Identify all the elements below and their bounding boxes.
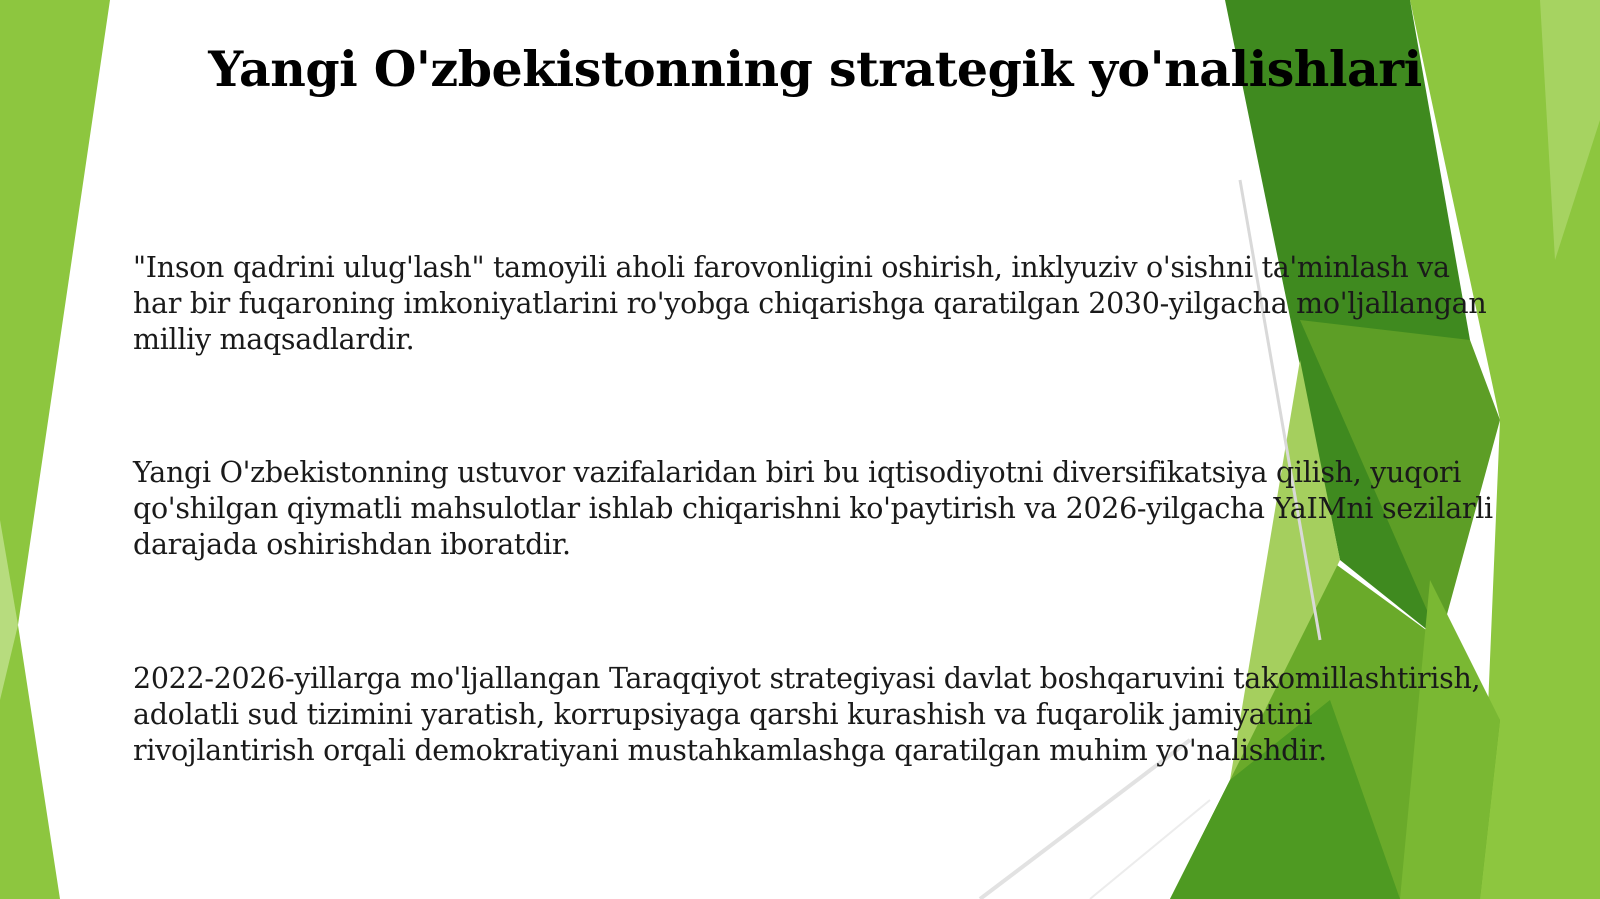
slide-title: Yangi O'zbekistonning strategik yo'nalishlari [208, 40, 1422, 98]
paragraph-taraqqiyot-strategiyasi: 2022-2026-yillarga mo'ljallangan Taraqqiyot strategiyasi davlat boshqaruvini takomillashtirish, adolatli sud tizimini yaratish, korrupsiyaga qarshi kurashish va fuqarolik jamiyatini rivojlantirish orqali demokratiyani mustahkamlashga qaratilgan muhim yo'nalishdir. [133, 662, 1481, 767]
paragraph-inson-qadri: "Inson qadrini ulug'lash" tamoyili aholi farovonligini oshirish, inklyuziv o'sishni ta'minlash va har bir fuqaroning imkoniyatlarini ro'yobga chiqarishga qaratilgan 2030-yilgacha mo'ljallangan milliy maqsadlardir. [133, 251, 1487, 356]
left-green-facet [0, 0, 110, 899]
paragraph-iqtisodiyot: Yangi O'zbekistonning ustuvor vazifalaridan biri bu iqtisodiyotni diversifikatsiya qilish, yuqori qo'shilgan qiymatli mahsulotlar ishlab chiqarishni ko'paytirish va 2026-yilgacha YaIMni sezilarli darajada oshirishdan iboratdir. [133, 456, 1493, 561]
